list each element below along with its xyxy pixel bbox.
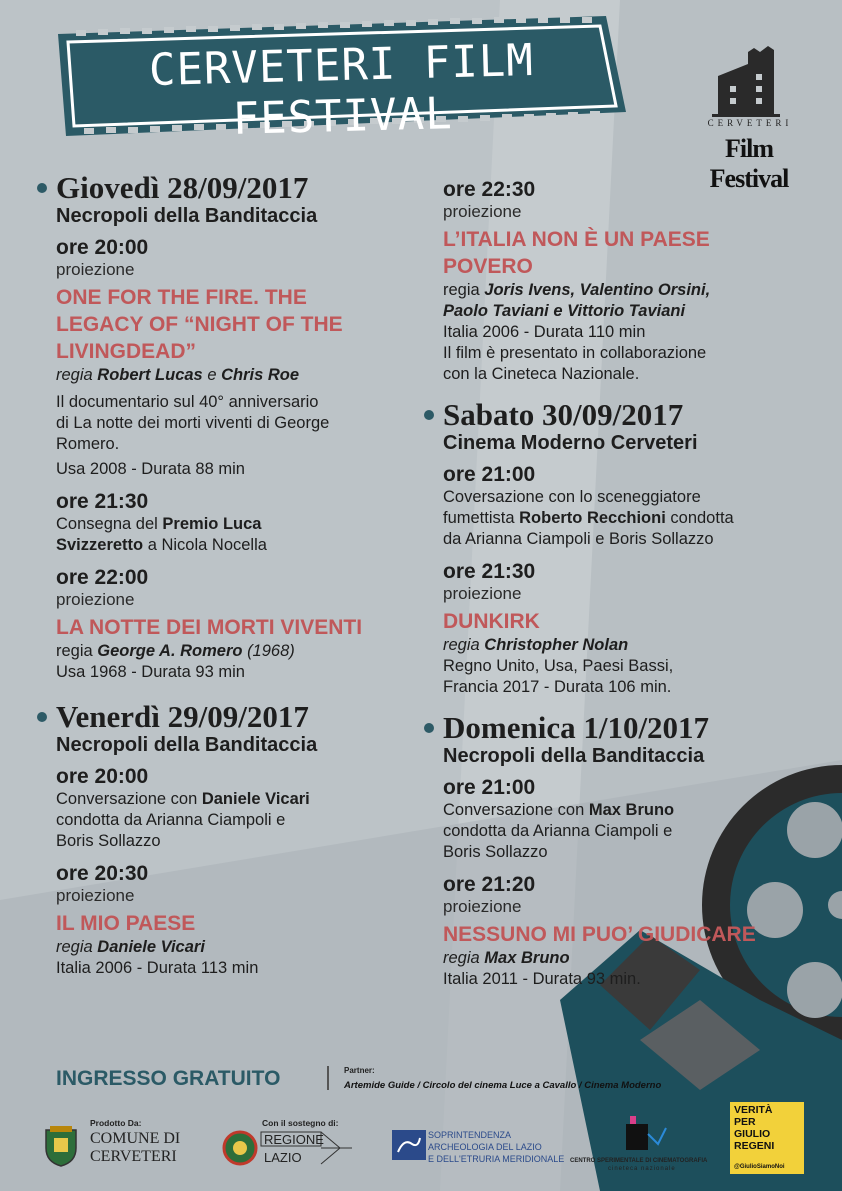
- regione-line-1: REGIONE: [264, 1132, 324, 1147]
- guest-name: Max Bruno: [588, 801, 675, 819]
- free-entry-label: INGRESSO GRATUITO: [56, 1067, 281, 1090]
- event-time: ore 21:00: [443, 776, 536, 799]
- regia-label: regia: [56, 642, 93, 660]
- year: (1968): [247, 642, 295, 660]
- day-text: Sabato 30/09/2017: [443, 397, 684, 432]
- film-title-line: LIVINGDEAD”: [56, 340, 197, 363]
- event-kind: proiezione: [443, 897, 522, 916]
- event-description: Coversazione con lo sceneggiatore: [443, 488, 701, 506]
- film-title: NESSUNO MI PUO’ GIUDICARE: [443, 923, 756, 946]
- regia-label: regia: [56, 938, 93, 956]
- event-kind: proiezione: [443, 202, 522, 221]
- film-title: DUNKIRK: [443, 610, 540, 633]
- regia-label: regia: [56, 366, 93, 384]
- venue: Cinema Moderno Cerveteri: [443, 432, 698, 454]
- event-time: ore 21:20: [443, 873, 536, 896]
- bullet-icon: [37, 712, 47, 722]
- produced-by-label: Prodotto Da:: [90, 1118, 142, 1128]
- verita-tag: @GiulioSiamoNoi: [734, 1164, 785, 1170]
- director-name: Paolo Taviani e Vittorio Taviani: [443, 302, 686, 320]
- partner-list: Artemide Guide / Circolo del cinema Luce a Cavallo / Cinema Moderno: [344, 1080, 662, 1091]
- event-kind: proiezione: [56, 590, 135, 609]
- text: Conversazione con: [443, 801, 585, 819]
- director-line: [443, 948, 818, 969]
- partner-label: Partner:: [344, 1066, 375, 1075]
- director-line: [56, 365, 426, 386]
- film-title: IL MIO PAESE: [56, 912, 196, 935]
- cerveteri-crest-icon: [40, 1124, 82, 1168]
- day-heading-thursday: [56, 172, 426, 204]
- note-line: Il film è presentato in collaborazione: [443, 344, 707, 362]
- day-text: Venerdì 29/09/2017: [56, 699, 309, 734]
- soprintendenza-line-3: E DELL'ETRURIA MERIDIONALE: [428, 1154, 565, 1164]
- note-line: con la Cineteca Nazionale.: [443, 365, 640, 383]
- verita-line: PER: [734, 1116, 756, 1128]
- event-time: ore 21:30: [56, 490, 149, 513]
- event-kind: proiezione: [443, 584, 522, 603]
- venue: Necropoli della Banditaccia: [56, 205, 318, 227]
- event-time: ore 20:30: [56, 862, 149, 885]
- verita-line: GIULIO: [734, 1128, 771, 1140]
- soprintendenza-line-2: ARCHEOLOGIA DEL LAZIO: [428, 1142, 542, 1152]
- event-description: condotta da Arianna Ciampoli e: [56, 811, 286, 829]
- film-title-line: L’ITALIA NON È UN PAESE: [443, 228, 710, 251]
- event-description: [56, 789, 426, 810]
- director-name: Christopher Nolan: [484, 636, 629, 654]
- verita-per-giulio-regeni-badge: [730, 1102, 804, 1174]
- festival-title: CERVETERI FILM FESTIVAL: [148, 34, 535, 145]
- director-line: [443, 280, 818, 301]
- event-description: condotta da Arianna Ciampoli e: [443, 822, 673, 840]
- regione-line-2: LAZIO: [264, 1150, 302, 1165]
- comune-line-1: COMUNE DI: [90, 1130, 181, 1147]
- event-description: [443, 508, 818, 529]
- director-line: [56, 937, 426, 958]
- film-info: Regno Unito, Usa, Paesi Bassi,: [443, 657, 674, 675]
- event-kind: proiezione: [56, 260, 135, 279]
- award-name: Premio Luca: [162, 515, 262, 533]
- csc-line-2: cineteca nazionale: [608, 1166, 676, 1172]
- verita-line: REGENI: [734, 1140, 775, 1152]
- regione-lazio-icon: [222, 1130, 258, 1166]
- day-heading-sunday: [443, 712, 818, 744]
- right-column: [443, 174, 818, 990]
- soprintendenza-line-1: SOPRINTENDENZA: [428, 1130, 512, 1140]
- film-info: Italia 2011 - Durata 93 min.: [443, 970, 641, 988]
- comune-line-2: CERVETERI: [90, 1148, 177, 1165]
- day-text: Giovedì 28/09/2017: [56, 170, 309, 205]
- director-line: [56, 641, 426, 662]
- film-info: Usa 1968 - Durata 93 min: [56, 663, 245, 681]
- guest-name: Daniele Vicari: [201, 790, 310, 808]
- award-name: Svizzeretto: [56, 536, 144, 554]
- regia-label: regia: [443, 636, 480, 654]
- director-name: Daniele Vicari: [97, 938, 205, 956]
- director-name: Max Bruno: [484, 949, 570, 967]
- film-title-line: LEGACY OF “NIGHT OF THE: [56, 313, 343, 336]
- event-description: [56, 535, 426, 556]
- regia-label: regia: [443, 949, 480, 967]
- description-line: di La notte dei morti viventi di George: [56, 414, 330, 432]
- verita-text: [734, 1104, 774, 1152]
- verita-line: VERITÀ: [734, 1104, 773, 1116]
- logo-small-text: CERVETERI: [707, 118, 793, 128]
- event-description: da Arianna Ciampoli e Boris Sollazzo: [443, 530, 714, 548]
- director-name: Chris Roe: [221, 366, 300, 384]
- csc-logo-icon: [612, 1114, 672, 1158]
- director-name: George A. Romero: [97, 642, 243, 660]
- text: fumettista: [443, 509, 515, 527]
- bullet-icon: [37, 183, 47, 193]
- director-name: Joris Ivens, Valentino Orsini,: [484, 281, 711, 299]
- regia-label: regia: [443, 281, 480, 299]
- bullet-icon: [424, 723, 434, 733]
- conjunction: e: [207, 366, 217, 384]
- film-title: [56, 284, 426, 365]
- support-label: Con il sostegno di:: [262, 1118, 339, 1128]
- event-description: [56, 514, 426, 535]
- day-text: Domenica 1/10/2017: [443, 710, 710, 745]
- description-line: Il documentario sul 40° anniversario: [56, 393, 319, 411]
- venue: Necropoli della Banditaccia: [443, 745, 705, 767]
- film-info: Italia 2006 - Durata 113 min: [56, 959, 259, 977]
- description-line: Romero.: [56, 435, 120, 453]
- film-title-line: ONE FOR THE FIRE. THE: [56, 286, 307, 309]
- logo-big-text: Film Festival: [709, 134, 789, 193]
- event-description: Boris Sollazzo: [443, 843, 548, 861]
- event-description: [443, 800, 818, 821]
- film-info: Francia 2017 - Durata 106 min.: [443, 678, 672, 696]
- director-line: [443, 635, 818, 656]
- left-column: [56, 172, 426, 979]
- event-time: ore 21:00: [443, 463, 536, 486]
- text: condotta: [670, 509, 734, 527]
- text: Consegna del: [56, 515, 158, 533]
- director-name: Robert Lucas: [97, 366, 203, 384]
- csc-line-1: CENTRO SPERIMENTALE DI CINEMATOGRAFIA: [570, 1158, 708, 1164]
- day-heading-saturday: [443, 399, 818, 431]
- text: a Nicola Nocella: [147, 536, 267, 554]
- film-title: LA NOTTE DEI MORTI VIVENTI: [56, 616, 363, 639]
- film-title: [443, 226, 818, 280]
- venue: Necropoli della Banditaccia: [56, 734, 318, 756]
- event-time: ore 22:00: [56, 566, 149, 589]
- guest-name: Roberto Recchioni: [519, 509, 666, 527]
- soprintendenza-icon: [392, 1130, 426, 1160]
- event-time: ore 20:00: [56, 765, 149, 788]
- text: Conversazione con: [56, 790, 198, 808]
- film-info: Italia 2006 - Durata 110 min: [443, 323, 646, 341]
- day-heading-friday: [56, 701, 426, 733]
- event-time: ore 22:30: [443, 178, 536, 201]
- divider: [327, 1066, 329, 1090]
- bullet-icon: [424, 410, 434, 420]
- film-title-line: POVERO: [443, 255, 533, 278]
- event-kind: proiezione: [56, 886, 135, 905]
- event-time: ore 21:30: [443, 560, 536, 583]
- event-time: ore 20:00: [56, 236, 149, 259]
- event-description: Boris Sollazzo: [56, 832, 161, 850]
- film-info: Usa 2008 - Durata 88 min: [56, 460, 245, 478]
